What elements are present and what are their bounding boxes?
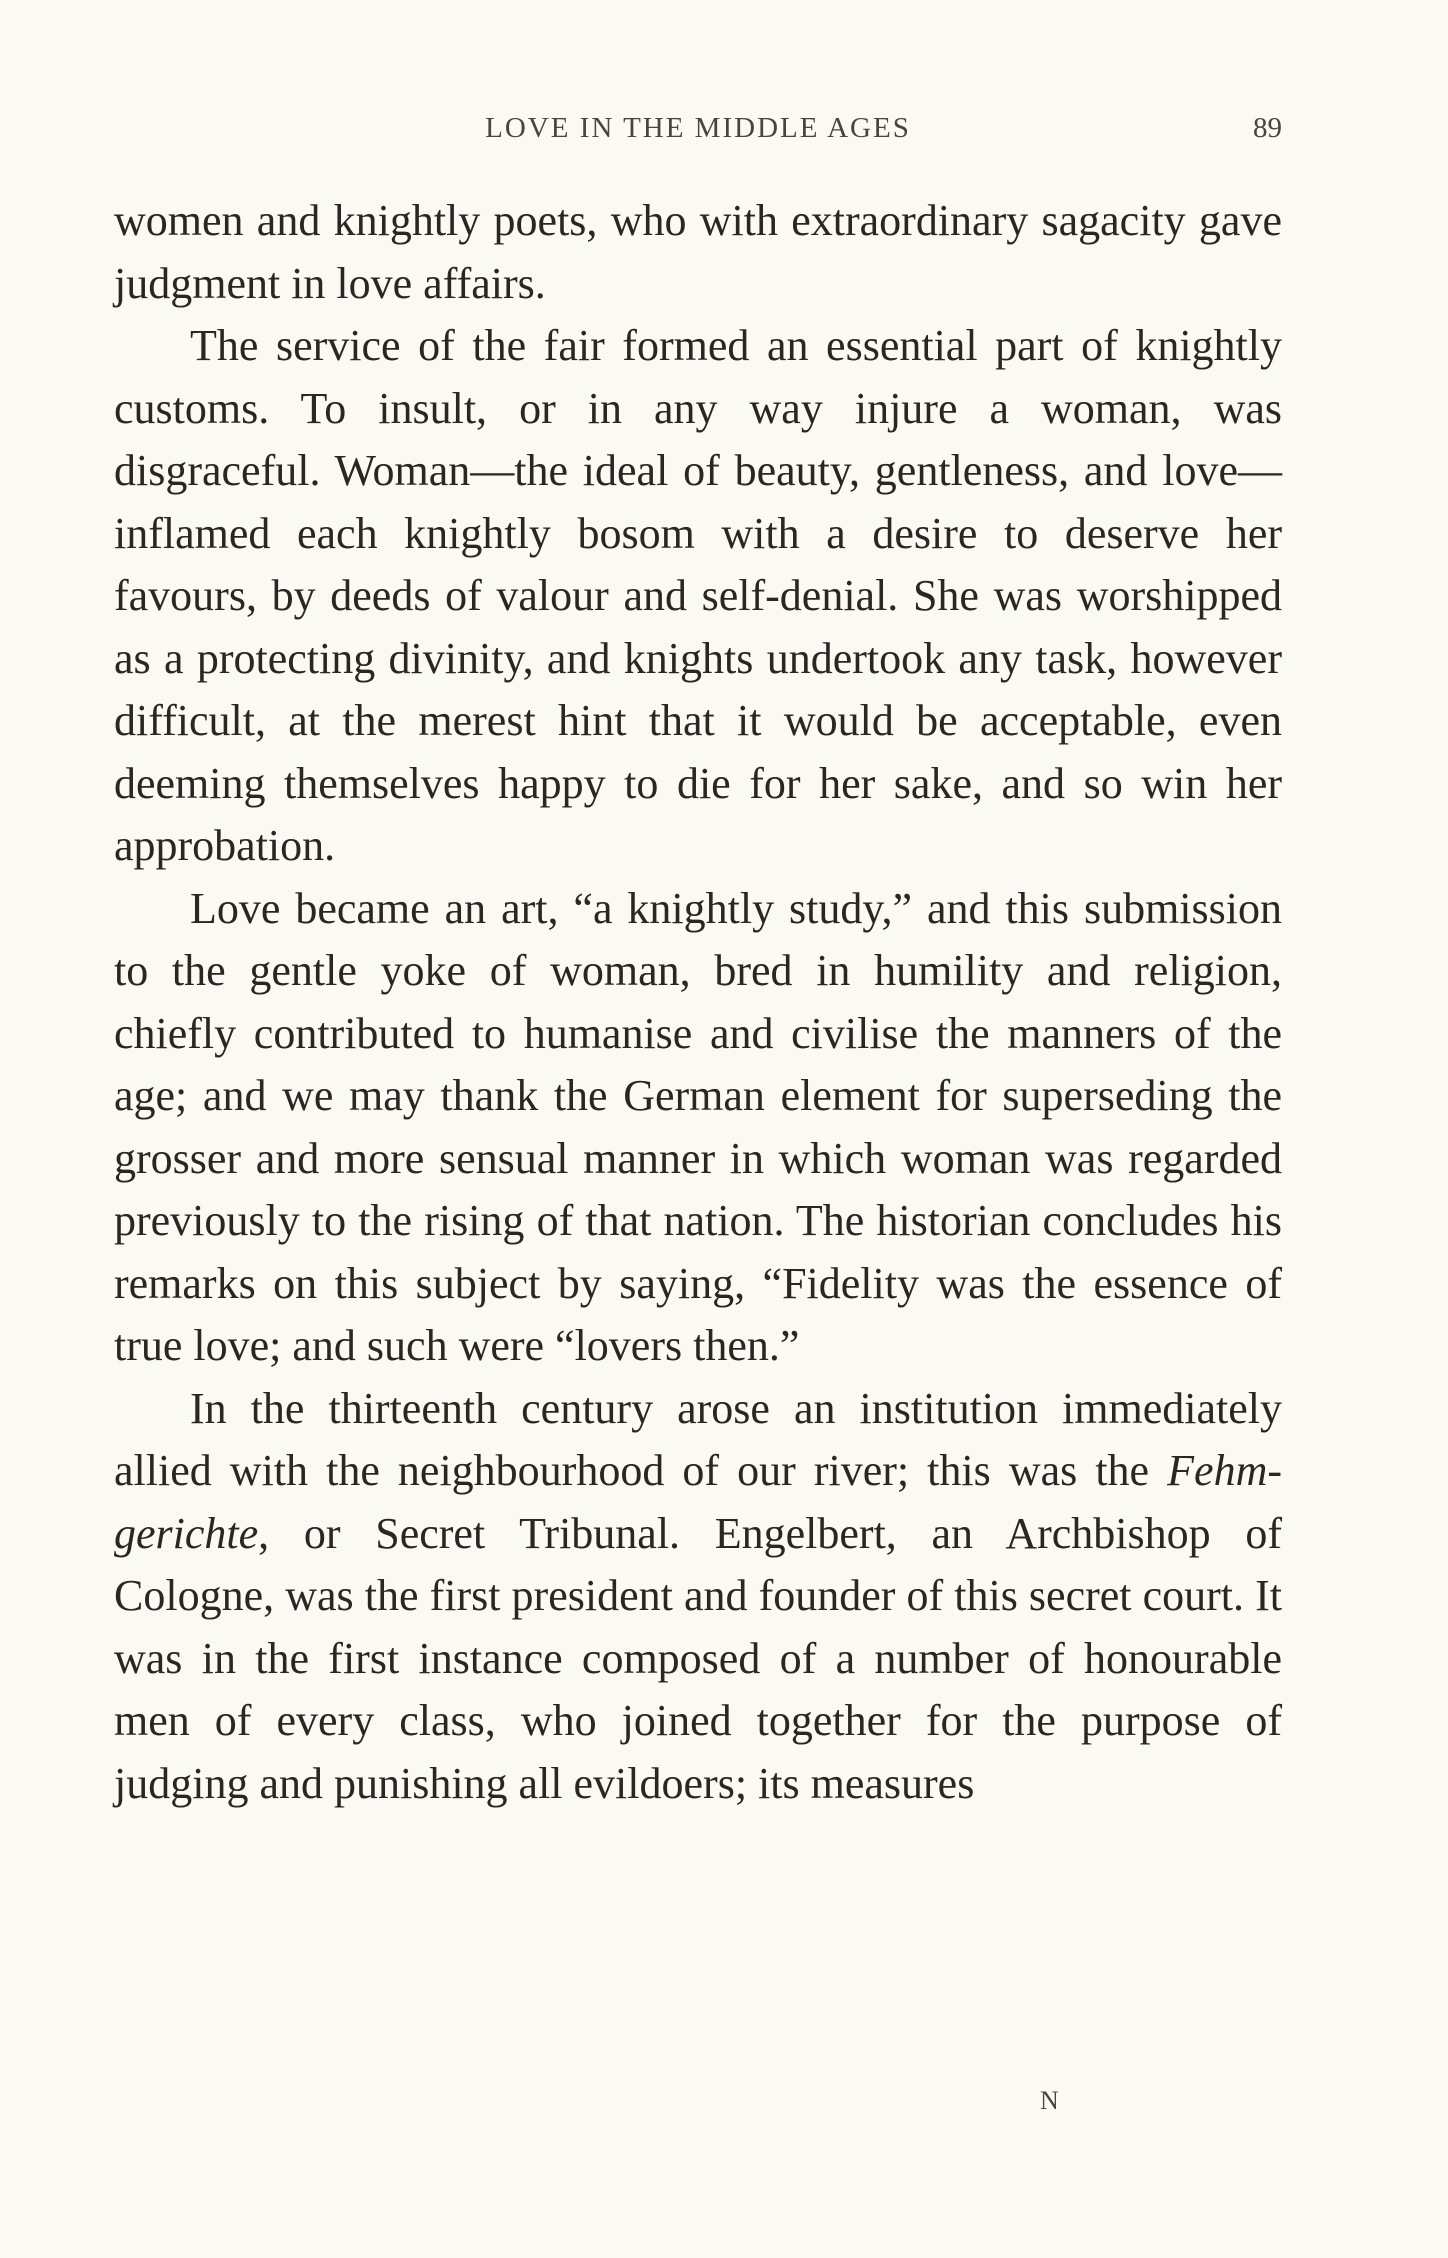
paragraph-service-of-the-fair xyxy=(114,315,1282,878)
paragraph-love-became-an-art xyxy=(114,878,1282,1378)
paragraph-text-after: , or Secret Tribunal. Engelbert, an Archbishop of Cologne, was the first president and founder of this secret court. It was in the first instance composed of a number of honourable men of every class, who joined together for the purpose of judging and punishing all evildoers; its measures xyxy=(114,1508,1282,1808)
paragraph-text: women and knightly poets, who with extraordinary sagacity gave judgment in love affairs. xyxy=(114,196,1282,308)
paragraph-text-before: In the thirteenth century arose an institution immediately allied with the neighbourhood of our river; this was the xyxy=(114,1383,1282,1495)
body-text xyxy=(114,190,1282,1815)
paragraph-text: Love became an art, “a knightly study,” and this submission to the gentle yoke of woman, bred in humility and religion, chiefly contributed to humanise and civilise the manners of the age; and we may thank the German element for superseding the grosser and more sensual manner in which woman was regarded previously to the rising of that nation. The historian concludes his remarks on this subject by saying, “Fidelity was the essence of true love; and such were “lovers then.” xyxy=(114,883,1282,1370)
paragraph-continuation xyxy=(114,190,1282,315)
page-number: 89 xyxy=(1253,112,1282,144)
running-title: LOVE IN THE MIDDLE AGES xyxy=(485,112,911,144)
signature-mark: N xyxy=(1040,2086,1059,2115)
paragraph-secret-tribunal xyxy=(114,1378,1282,1816)
italic-term: Fehm-gerichte xyxy=(114,1446,1282,1558)
paragraph-text: The service of the fair formed an essential part of knightly customs. To insult, or in any way injure a woman, was disgraceful. Woman—the ideal of beauty, gentleness, and love—inflamed each knightly bosom with a desire to deserve her favours, by deeds of valour and self-denial. She was worshipped as a protecting divinity, and knights undertook any task, however difficult, at the merest hint that it would be acceptable, even deeming themselves happy to die for her sake, and so win her approbation. xyxy=(114,321,1282,870)
running-head xyxy=(114,112,1282,152)
